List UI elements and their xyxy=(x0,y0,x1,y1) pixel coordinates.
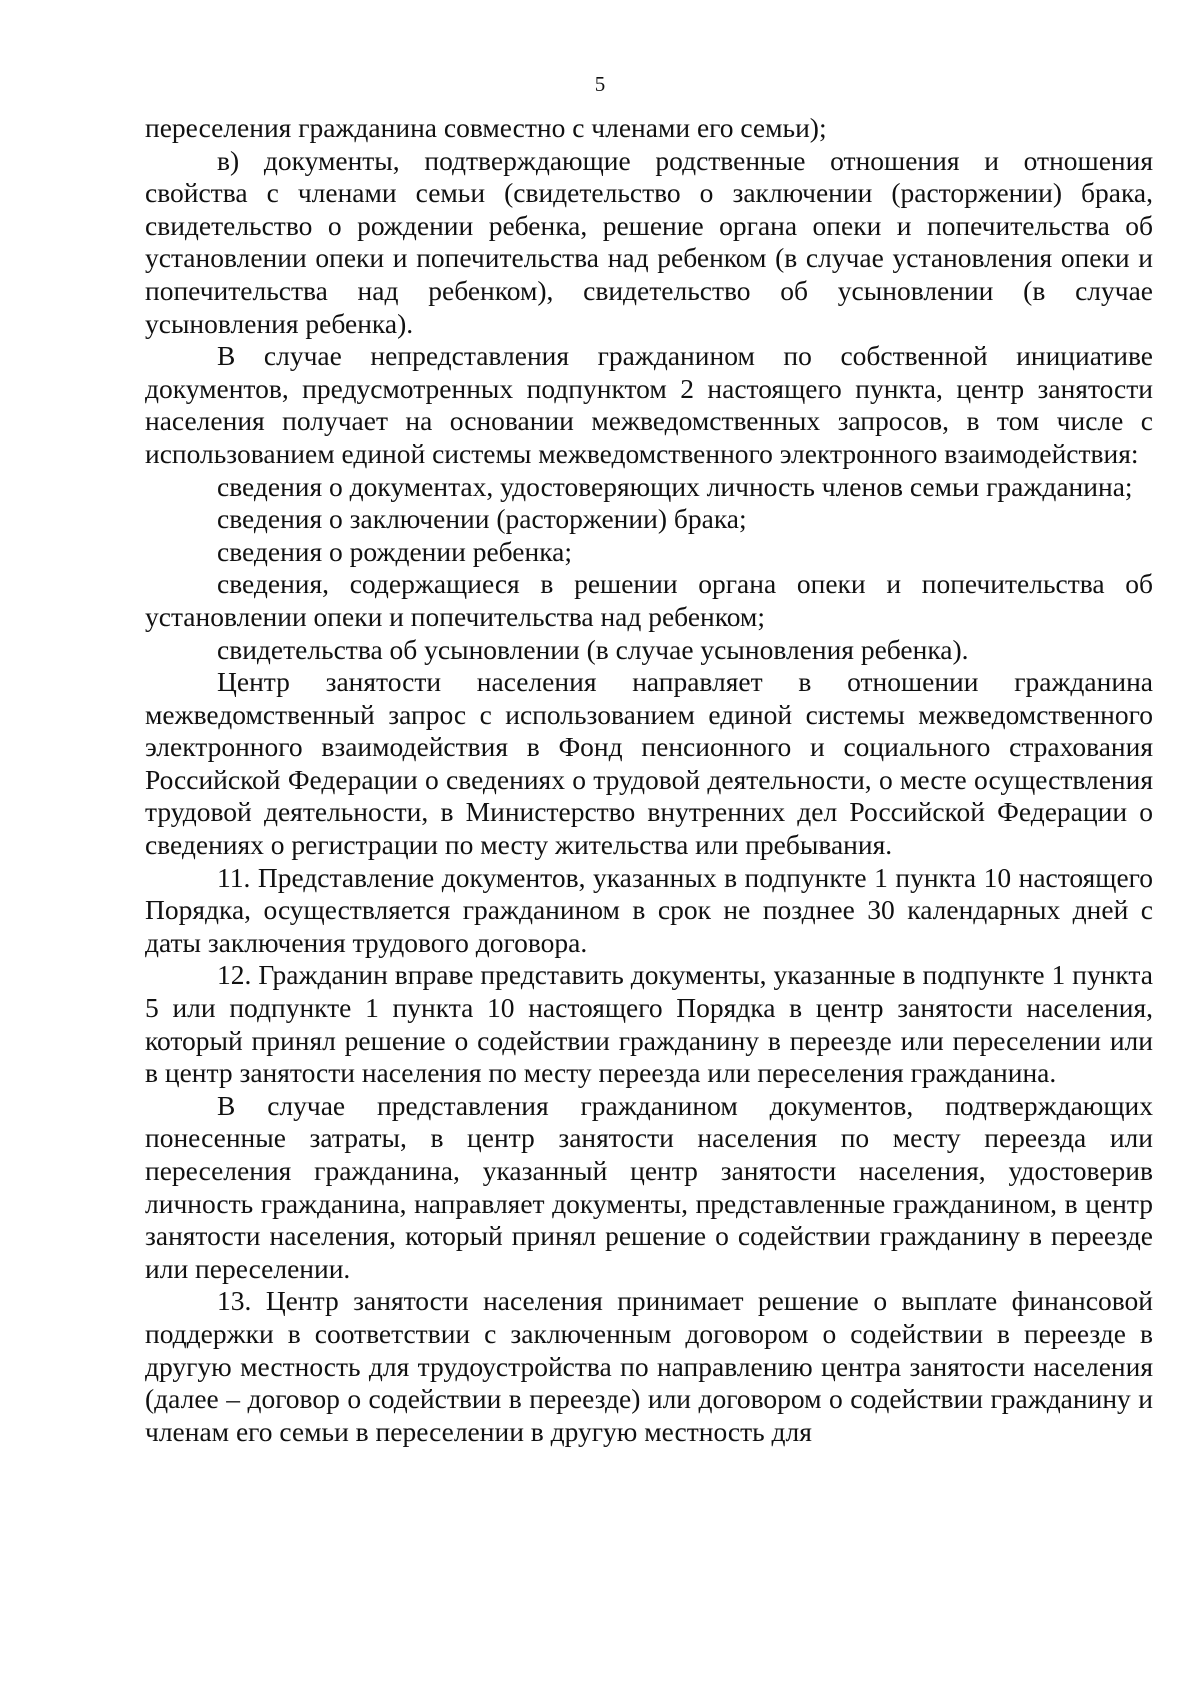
paragraph-clause-12: 12. Гражданин вправе представить документы, указанные в подпункте 1 пункта 5 или подпункте 1 пункта 10 настоящего Порядка в центр занятости населения, который принял решение о содействии гражданину в переезде или переселении или в центр занятости населения по месту переезда или переселения гражданина. xyxy=(145,959,1153,1089)
paragraph-continuation: переселения гражданина совместно с членами его семьи); xyxy=(145,112,827,143)
paragraph-clause-13: 13. Центр занятости населения принимает решение о выплате финансовой поддержки в соответствии с заключенным договором о содействии в переезде в другую местность для трудоустройства по направлению центра занятости населения (далее – договор о содействии в переезде) или договором о содействии гражданину и членам его семьи в переселении в другую местность для xyxy=(145,1285,1153,1447)
paragraph-expenses-documents: В случае представления гражданином документов, подтверждающих понесенные затраты, в центр занятости населения по месту переезда или переселения гражданина, указанный центр занятости населения, удостоверив личность гражданина, направляет документы, представленные гражданином, в центр занятости населения, который принял решение о содействии гражданину в переезде или переселении. xyxy=(145,1089,1153,1284)
paragraph-info-guardianship: сведения, содержащиеся в решении органа опеки и попечительства об установлении опеки и попечительства над ребенком; xyxy=(145,568,1153,632)
paragraph-interagency-request: Центр занятости населения направляет в отношении гражданина межведомственный запрос с использованием единой системы межведомственного электронного взаимодействия в Фонд пенсионного и социального страхования Российской Федерации о сведениях о трудовой деятельности, о месте осуществления трудовой деятельности, в Министерство внутренних дел Российской Федерации о сведениях о регистрации по месту жительства или пребывания. xyxy=(145,666,1153,861)
paragraph-info-identity: сведения о документах, удостоверяющих личность членов семьи гражданина; xyxy=(217,470,1133,502)
paragraph-info-adoption: свидетельства об усыновлении (в случае усыновления ребенка). xyxy=(217,633,969,665)
paragraph-clause-11: 11. Представление документов, указанных в подпункте 1 пункта 10 настоящего Порядка, осуществляется гражданином в срок не позднее 30 календарных дней с даты заключения трудового договора. xyxy=(145,861,1153,958)
paragraph-info-marriage: сведения о заключении (расторжении) брака; xyxy=(217,503,747,535)
page-number: 5 xyxy=(594,72,606,96)
document-body xyxy=(145,112,1153,1448)
paragraph-non-submission: В случае непредставления гражданином по собственной инициативе документов, предусмотренных подпунктом 2 настоящего пункта, центр занятости населения получает на основании межведомственных запросов, в том числе с использованием единой системы межведомственного электронного взаимодействия: xyxy=(145,340,1153,469)
paragraph-info-birth: сведения о рождении ребенка; xyxy=(217,535,572,567)
paragraph-item-v: в) документы, подтверждающие родственные отношения и отношения свойства с членами семьи (свидетельство о заключении (расторжении) брака, свидетельство о рождении ребенка, решение органа опеки и попечительства об установлении опеки и попечительства над ребенком (в случае установления опеки и попечительства над ребенком), свидетельство об усыновлении (в случае усыновления ребенка). xyxy=(145,144,1153,339)
